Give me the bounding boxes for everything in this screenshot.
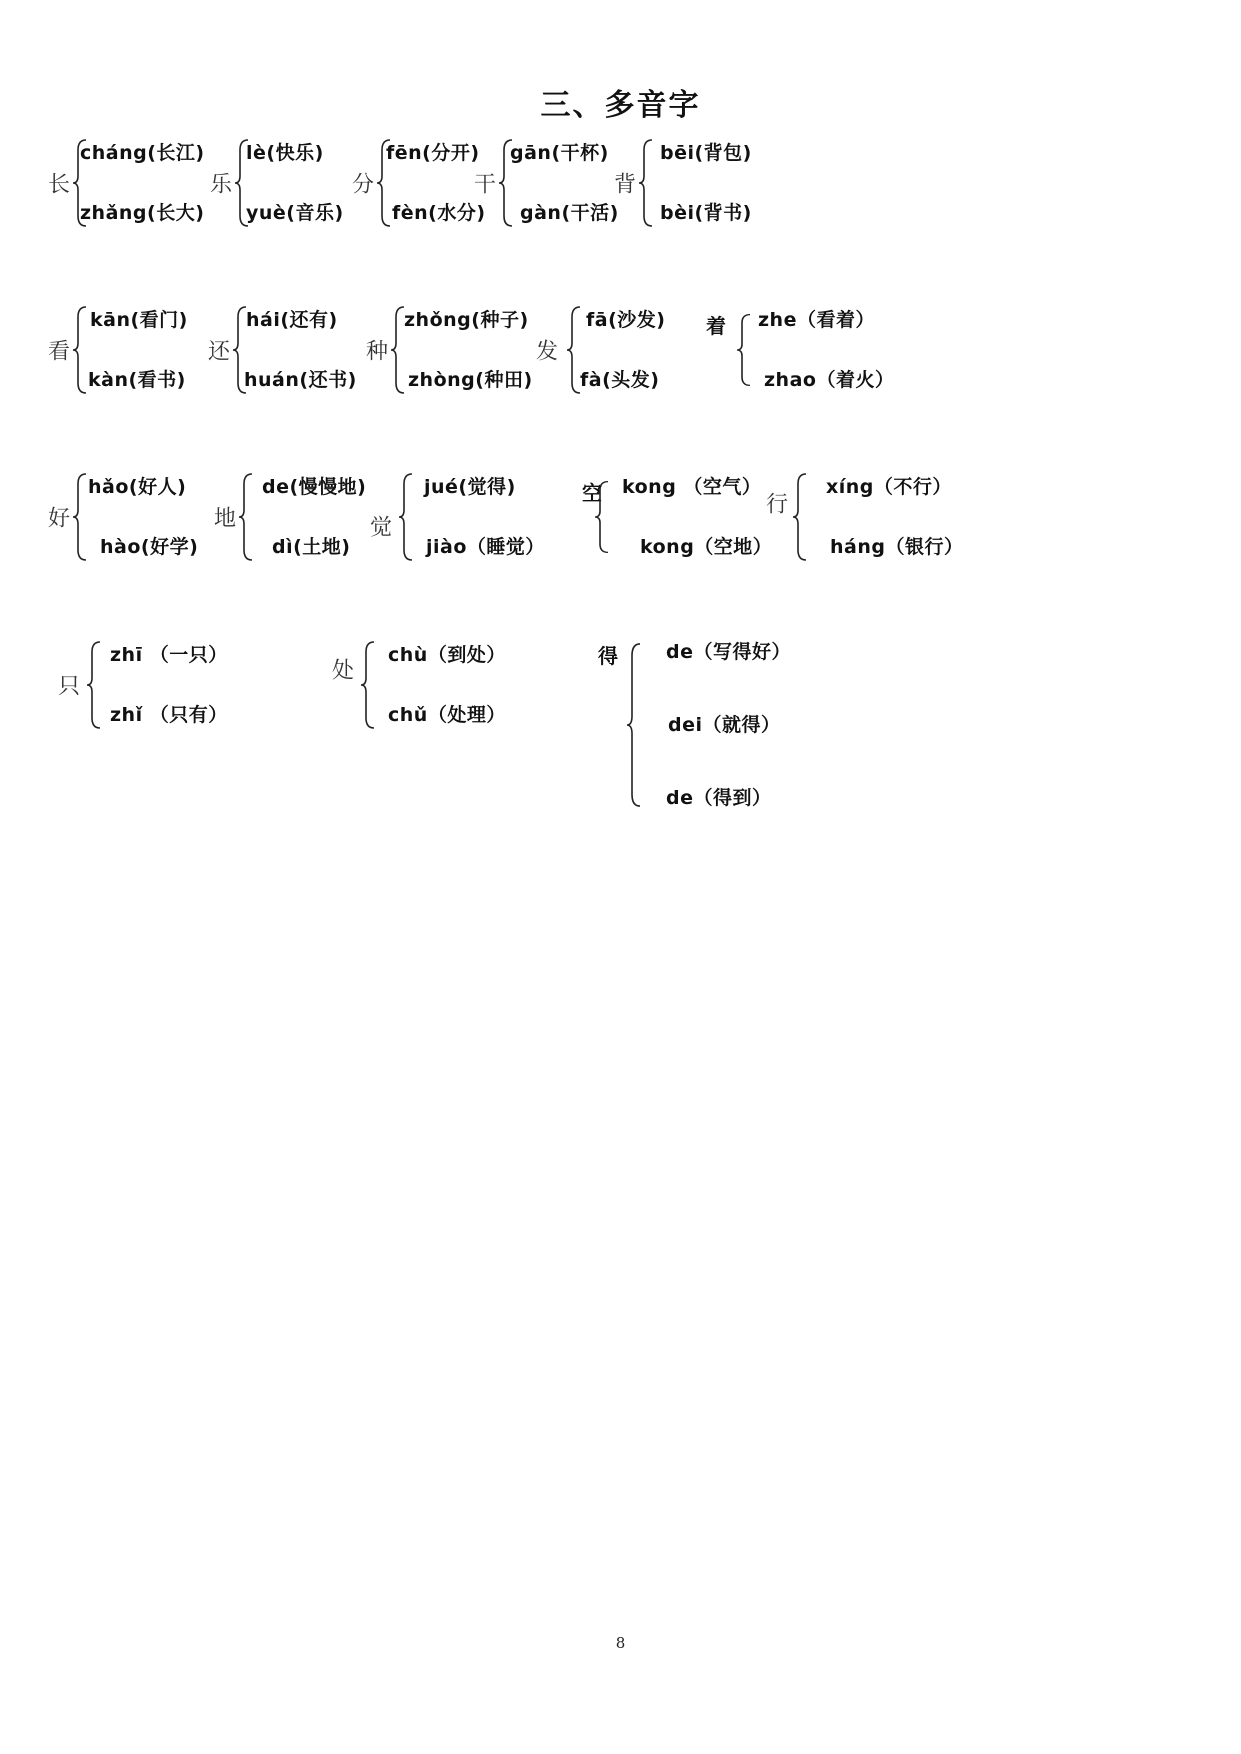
polyphone-char: 觉 bbox=[370, 515, 393, 541]
polyphone-char: 背 bbox=[614, 172, 637, 198]
reading: zhǎng(长大) bbox=[80, 202, 205, 224]
polyphone-char: 分 bbox=[352, 172, 375, 198]
polyphone-group bbox=[766, 472, 986, 562]
reading: kong （空气） bbox=[622, 476, 762, 498]
reading: de（写得好） bbox=[666, 641, 791, 663]
polyphone-char: 只 bbox=[58, 674, 81, 700]
reading: bèi(背书) bbox=[660, 202, 752, 224]
reading: hái(还有) bbox=[246, 309, 338, 331]
reading: gān(干杯) bbox=[510, 142, 609, 164]
polyphone-group bbox=[332, 640, 552, 730]
reading: zhī （一只） bbox=[110, 644, 228, 666]
reading: háng（银行） bbox=[830, 536, 964, 558]
polyphone-group bbox=[614, 138, 764, 228]
reading: yuè(音乐) bbox=[246, 202, 344, 224]
polyphone-group bbox=[366, 305, 533, 395]
brace-icon bbox=[594, 480, 610, 554]
reading: hào(好学) bbox=[100, 536, 199, 558]
polyphone-group bbox=[48, 305, 198, 395]
reading: cháng(长江) bbox=[80, 142, 205, 164]
page-number: 8 bbox=[615, 1634, 626, 1652]
reading: gàn(干活) bbox=[520, 202, 619, 224]
polyphone-group bbox=[706, 305, 926, 395]
reading: dei（就得） bbox=[668, 714, 781, 736]
polyphone-char: 好 bbox=[48, 506, 71, 532]
reading: kān(看门) bbox=[90, 309, 188, 331]
reading: zhǐ （只有） bbox=[110, 704, 228, 726]
page-title: 三、多音字 bbox=[540, 88, 701, 123]
reading: fà(头发) bbox=[580, 369, 660, 391]
polyphone-group bbox=[536, 305, 686, 395]
reading: fā(沙发) bbox=[586, 309, 666, 331]
brace-icon bbox=[736, 313, 752, 387]
polyphone-group bbox=[208, 305, 357, 395]
polyphone-char: 乐 bbox=[210, 172, 233, 198]
reading: de(慢慢地) bbox=[262, 476, 367, 498]
polyphone-char: 得 bbox=[598, 644, 618, 668]
polyphone-char: 着 bbox=[706, 314, 726, 338]
brace-icon bbox=[238, 472, 254, 562]
polyphone-char: 行 bbox=[766, 492, 789, 518]
polyphone-char: 还 bbox=[208, 339, 231, 365]
reading: bēi(背包) bbox=[660, 142, 752, 164]
polyphone-group bbox=[48, 472, 208, 562]
polyphone-group bbox=[210, 138, 350, 228]
brace-icon bbox=[360, 640, 376, 730]
reading: zhao（着火） bbox=[764, 369, 895, 391]
reading: jué(觉得) bbox=[424, 476, 516, 498]
brace-icon bbox=[792, 472, 808, 562]
reading: xíng（不行） bbox=[826, 476, 952, 498]
brace-icon bbox=[86, 640, 102, 730]
polyphone-char: 发 bbox=[536, 339, 559, 365]
reading: zhòng(种田) bbox=[408, 369, 533, 391]
reading: chǔ（处理） bbox=[388, 704, 506, 726]
reading: dì(土地) bbox=[272, 536, 351, 558]
polyphone-char: 空 bbox=[582, 481, 602, 505]
reading: zhe（看着） bbox=[758, 309, 875, 331]
reading: lè(快乐) bbox=[246, 142, 324, 164]
polyphone-group bbox=[214, 472, 374, 562]
polyphone-char: 看 bbox=[48, 339, 71, 365]
reading: hǎo(好人) bbox=[88, 476, 187, 498]
reading: de（得到） bbox=[666, 787, 772, 809]
brace-icon bbox=[72, 472, 88, 562]
reading: fēn(分开) bbox=[386, 142, 480, 164]
polyphone-char: 干 bbox=[474, 172, 497, 198]
brace-icon bbox=[638, 138, 654, 228]
reading: zhǒng(种子) bbox=[404, 309, 529, 331]
brace-icon bbox=[626, 642, 642, 808]
polyphone-group bbox=[58, 640, 278, 730]
brace-icon bbox=[398, 472, 414, 562]
reading: huán(还书) bbox=[244, 369, 357, 391]
polyphone-char: 种 bbox=[366, 339, 389, 365]
reading: kàn(看书) bbox=[88, 369, 186, 391]
polyphone-char: 长 bbox=[48, 172, 71, 198]
reading: jiào（睡觉） bbox=[426, 536, 545, 558]
polyphone-group bbox=[582, 472, 782, 562]
reading: fèn(水分) bbox=[392, 202, 486, 224]
polyphone-group bbox=[474, 138, 619, 228]
reading: chù（到处） bbox=[388, 644, 506, 666]
polyphone-group bbox=[48, 138, 208, 228]
polyphone-char: 处 bbox=[332, 658, 355, 684]
reading: kong（空地） bbox=[640, 536, 773, 558]
polyphone-group bbox=[370, 472, 570, 562]
brace-icon bbox=[72, 305, 88, 395]
polyphone-char: 地 bbox=[214, 506, 237, 532]
polyphone-group bbox=[352, 138, 486, 228]
polyphone-group bbox=[598, 640, 838, 810]
